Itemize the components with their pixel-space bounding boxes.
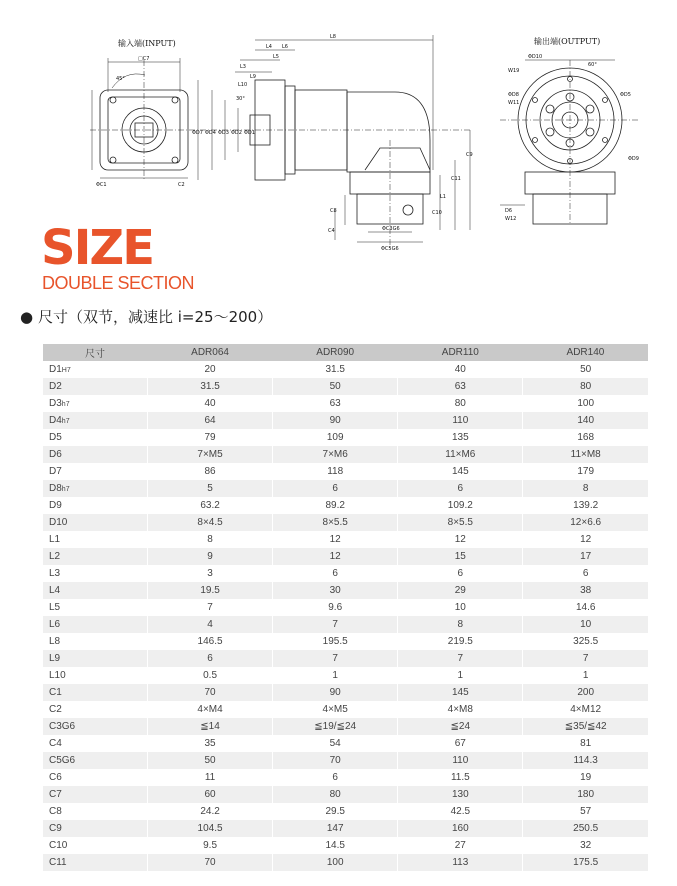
row-label: D8h7	[43, 480, 148, 497]
table-cell: 109.2	[398, 497, 523, 514]
row-label-tolerance: h7	[61, 401, 70, 408]
table-row	[43, 786, 649, 803]
table-cell: 11	[148, 769, 273, 786]
table-row	[43, 701, 649, 718]
dim-c8: C8	[330, 208, 337, 214]
table-cell: 81	[523, 735, 648, 752]
table-row	[43, 378, 649, 395]
table-row	[43, 412, 649, 429]
table-cell: 179	[523, 463, 648, 480]
table-cell: 12	[273, 548, 398, 565]
table-cell: 147	[273, 820, 398, 837]
row-label: D2	[43, 378, 148, 395]
dim-d8: ΦD8	[508, 92, 519, 98]
table-row	[43, 395, 649, 412]
table-cell: 160	[398, 820, 523, 837]
table-cell: 12×6.6	[523, 514, 648, 531]
table-cell: 6	[398, 480, 523, 497]
table-cell: 63.2	[148, 497, 273, 514]
table-cell: 70	[148, 854, 273, 871]
dim-l5: L5	[273, 54, 279, 60]
table-row	[43, 582, 649, 599]
row-label: L6	[43, 616, 148, 633]
row-label: D5	[43, 429, 148, 446]
dim-d2: ΦD2	[231, 130, 242, 136]
table-cell: 31.5	[273, 361, 398, 378]
dim-d4: ΦD4	[205, 130, 216, 136]
table-cell: 31.5	[148, 378, 273, 395]
table-cell: 50	[148, 752, 273, 769]
table-cell: 70	[273, 752, 398, 769]
table-row	[43, 735, 649, 752]
row-label: C5G6	[43, 752, 148, 769]
row-label: C8	[43, 803, 148, 820]
dim-angle45: 45°	[116, 76, 125, 82]
table-cell: 104.5	[148, 820, 273, 837]
table-cell: 40	[398, 361, 523, 378]
dim-c3g6: ΦC3G6	[382, 226, 400, 232]
table-cell: 6	[523, 565, 648, 582]
table-row	[43, 616, 649, 633]
table-cell: 145	[398, 463, 523, 480]
dim-l3: L3	[240, 64, 246, 70]
table-cell: 6	[273, 565, 398, 582]
row-label: D3h7	[43, 395, 148, 412]
row-label-tolerance: H7	[61, 367, 71, 374]
table-cell: 7	[148, 599, 273, 616]
table-cell: 130	[398, 786, 523, 803]
table-cell: 11.5	[398, 769, 523, 786]
spec-line-text: 尺寸（双节，减速比 i=25～200）	[38, 308, 273, 326]
row-label: L8	[43, 633, 148, 650]
column-header-size: 尺寸	[43, 344, 148, 361]
table-cell: 0.5	[148, 667, 273, 684]
table-cell: 63	[273, 395, 398, 412]
row-label: D9	[43, 497, 148, 514]
table-cell: 8	[148, 531, 273, 548]
input-label: 输入端(INPUT)	[118, 39, 176, 48]
row-label: D7	[43, 463, 148, 480]
table-cell: 12	[273, 531, 398, 548]
table-cell: 30	[273, 582, 398, 599]
row-label-tolerance: h7	[61, 486, 70, 493]
side-right-angle-housing	[347, 92, 430, 172]
table-row	[43, 769, 649, 786]
table-cell: 50	[273, 378, 398, 395]
table-row	[43, 752, 649, 769]
table-cell: 8×5.5	[398, 514, 523, 531]
table-cell: 35	[148, 735, 273, 752]
table-cell: 12	[398, 531, 523, 548]
table-cell: 100	[273, 854, 398, 871]
table-cell: 219.5	[398, 633, 523, 650]
table-cell: 24.2	[148, 803, 273, 820]
table-cell: 6	[398, 565, 523, 582]
table-row	[43, 463, 649, 480]
table-cell: 109	[273, 429, 398, 446]
table-cell: 110	[398, 752, 523, 769]
dim-d7: ΦD7	[192, 130, 203, 136]
table-cell: 29.5	[273, 803, 398, 820]
row-label: C1	[43, 684, 148, 701]
table-cell: 3	[148, 565, 273, 582]
table-row	[43, 633, 649, 650]
table-cell: 4	[148, 616, 273, 633]
dim-w19: W19	[508, 68, 520, 74]
row-label: C10	[43, 837, 148, 854]
table-cell: 100	[523, 395, 648, 412]
table-cell: 9.5	[148, 837, 273, 854]
table-cell: 89.2	[273, 497, 398, 514]
table-cell: 8	[523, 480, 648, 497]
table-cell: 325.5	[523, 633, 648, 650]
table-cell: 67	[398, 735, 523, 752]
table-cell: 168	[523, 429, 648, 446]
table-cell: 19	[523, 769, 648, 786]
table-cell: 4×M12	[523, 701, 648, 718]
dim-c7: □C7	[138, 56, 150, 62]
table-cell: 14.5	[273, 837, 398, 854]
table-cell: 63	[398, 378, 523, 395]
table-cell: ≦19/≦24	[273, 718, 398, 735]
table-cell: 90	[273, 412, 398, 429]
table-row	[43, 548, 649, 565]
row-label: L2	[43, 548, 148, 565]
table-cell: 17	[523, 548, 648, 565]
table-cell: 8×5.5	[273, 514, 398, 531]
table-row	[43, 599, 649, 616]
table-cell: 4×M8	[398, 701, 523, 718]
bullet-icon: ●	[20, 308, 34, 326]
row-label: C4	[43, 735, 148, 752]
dim-l8: L8	[330, 34, 336, 40]
table-cell: 64	[148, 412, 273, 429]
table-cell: 20	[148, 361, 273, 378]
dim-ang60: 60°	[588, 62, 597, 68]
table-cell: 32	[523, 837, 648, 854]
row-label: D4h7	[43, 412, 148, 429]
row-label: D10	[43, 514, 148, 531]
table-cell: 7×M6	[273, 446, 398, 463]
table-cell: 14.6	[523, 599, 648, 616]
table-row	[43, 429, 649, 446]
table-cell: 60	[148, 786, 273, 803]
dim-c5g6: ΦC5G6	[381, 246, 399, 252]
table-cell: 42.5	[398, 803, 523, 820]
row-label: L9	[43, 650, 148, 667]
table-cell: 80	[273, 786, 398, 803]
column-header-model: ADR090	[273, 344, 398, 361]
table-cell: 54	[273, 735, 398, 752]
table-row	[43, 718, 649, 735]
table-cell: 86	[148, 463, 273, 480]
row-label: C11	[43, 854, 148, 871]
table-row	[43, 565, 649, 582]
table-cell: 113	[398, 854, 523, 871]
table-cell: 38	[523, 582, 648, 599]
row-label: L3	[43, 565, 148, 582]
dim-c11: C11	[451, 176, 461, 182]
table-cell: 29	[398, 582, 523, 599]
table-cell: 9.6	[273, 599, 398, 616]
row-label: C2	[43, 701, 148, 718]
dim-d10: ΦD10	[528, 54, 543, 60]
row-label: D1H7	[43, 361, 148, 378]
output-label: 输出端(OUTPUT)	[534, 37, 601, 46]
column-header-model: ADR110	[398, 344, 523, 361]
dim-w11: W11	[508, 100, 520, 106]
table-cell: 5	[148, 480, 273, 497]
dim-c4: C4	[328, 228, 335, 234]
table-cell: 6	[273, 769, 398, 786]
table-cell: 110	[398, 412, 523, 429]
table-header-row	[43, 344, 649, 361]
table-row	[43, 531, 649, 548]
table-cell: 1	[273, 667, 398, 684]
row-label-tolerance: h7	[61, 418, 70, 425]
table-cell: 6	[148, 650, 273, 667]
table-cell: 145	[398, 684, 523, 701]
table-cell: 40	[148, 395, 273, 412]
dim-w12: W12	[505, 216, 517, 222]
row-label: L4	[43, 582, 148, 599]
table-cell: 1	[523, 667, 648, 684]
table-row	[43, 837, 649, 854]
dim-d9: ΦD9	[628, 156, 639, 162]
table-cell: 80	[398, 395, 523, 412]
dim-c1: ΦC1	[96, 182, 107, 188]
table-row	[43, 361, 649, 378]
table-cell: 27	[398, 837, 523, 854]
table-cell: ≦35/≦42	[523, 718, 648, 735]
table-row	[43, 497, 649, 514]
table-cell: 114.3	[523, 752, 648, 769]
table-row	[43, 514, 649, 531]
table-cell: 195.5	[273, 633, 398, 650]
table-cell: 50	[523, 361, 648, 378]
dim-l10: L10	[238, 82, 248, 88]
table-cell: 10	[398, 599, 523, 616]
table-cell: 10	[523, 616, 648, 633]
table-row	[43, 803, 649, 820]
dim-l1: L1	[440, 194, 446, 200]
table-cell: 6	[273, 480, 398, 497]
dim-l6: L6	[282, 44, 288, 50]
dim-ang30: 30°	[236, 96, 245, 102]
row-label: C9	[43, 820, 148, 837]
table-row	[43, 480, 649, 497]
table-cell: 200	[523, 684, 648, 701]
table-cell: ≦24	[398, 718, 523, 735]
table-row	[43, 650, 649, 667]
table-cell: 11×M8	[523, 446, 648, 463]
row-label: D6	[43, 446, 148, 463]
table-cell: 7×M5	[148, 446, 273, 463]
table-cell: 140	[523, 412, 648, 429]
table-row	[43, 667, 649, 684]
dim-d1: ΦD1	[244, 130, 255, 136]
table-cell: 180	[523, 786, 648, 803]
size-title: SIZE	[41, 220, 154, 276]
table-cell: 57	[523, 803, 648, 820]
table-cell: 19.5	[148, 582, 273, 599]
table-cell: 135	[398, 429, 523, 446]
table-cell: 90	[273, 684, 398, 701]
table-cell: 1	[398, 667, 523, 684]
row-label: L10	[43, 667, 148, 684]
table-cell: ≦14	[148, 718, 273, 735]
table-row	[43, 854, 649, 871]
table-row	[43, 684, 649, 701]
size-subtitle: DOUBLE SECTION	[42, 273, 195, 293]
table-cell: 8	[398, 616, 523, 633]
column-header-model: ADR140	[523, 344, 648, 361]
dim-l9: L9	[250, 74, 256, 80]
table-cell: 9	[148, 548, 273, 565]
table-cell: 7	[398, 650, 523, 667]
dim-d6: D6	[505, 208, 513, 214]
dim-l4: L4	[266, 44, 272, 50]
row-label: C6	[43, 769, 148, 786]
table-row	[43, 820, 649, 837]
dim-d5: ΦD5	[620, 92, 631, 98]
table-cell: 7	[523, 650, 648, 667]
table-cell: 4×M4	[148, 701, 273, 718]
table-cell: 4×M5	[273, 701, 398, 718]
dim-d3: ΦD3	[218, 130, 229, 136]
table-cell: 7	[273, 616, 398, 633]
table-cell: 8×4.5	[148, 514, 273, 531]
row-label: C7	[43, 786, 148, 803]
table-cell: 12	[523, 531, 648, 548]
table-cell: 80	[523, 378, 648, 395]
dim-c10: C10	[432, 210, 442, 216]
row-label: C3G6	[43, 718, 148, 735]
row-label: L5	[43, 599, 148, 616]
table-row	[43, 446, 649, 463]
spec-line	[20, 306, 272, 327]
table-cell: 139.2	[523, 497, 648, 514]
dim-c9: C9	[466, 152, 473, 158]
row-label: L1	[43, 531, 148, 548]
table-cell: 15	[398, 548, 523, 565]
table-cell: 175.5	[523, 854, 648, 871]
table-cell: 250.5	[523, 820, 648, 837]
table-cell: 70	[148, 684, 273, 701]
table-cell: 118	[273, 463, 398, 480]
spec-table	[42, 344, 648, 871]
dim-c2: C2	[178, 182, 185, 188]
table-cell: 79	[148, 429, 273, 446]
table-cell: 7	[273, 650, 398, 667]
column-header-model: ADR064	[148, 344, 273, 361]
table-cell: 146.5	[148, 633, 273, 650]
table-cell: 11×M6	[398, 446, 523, 463]
